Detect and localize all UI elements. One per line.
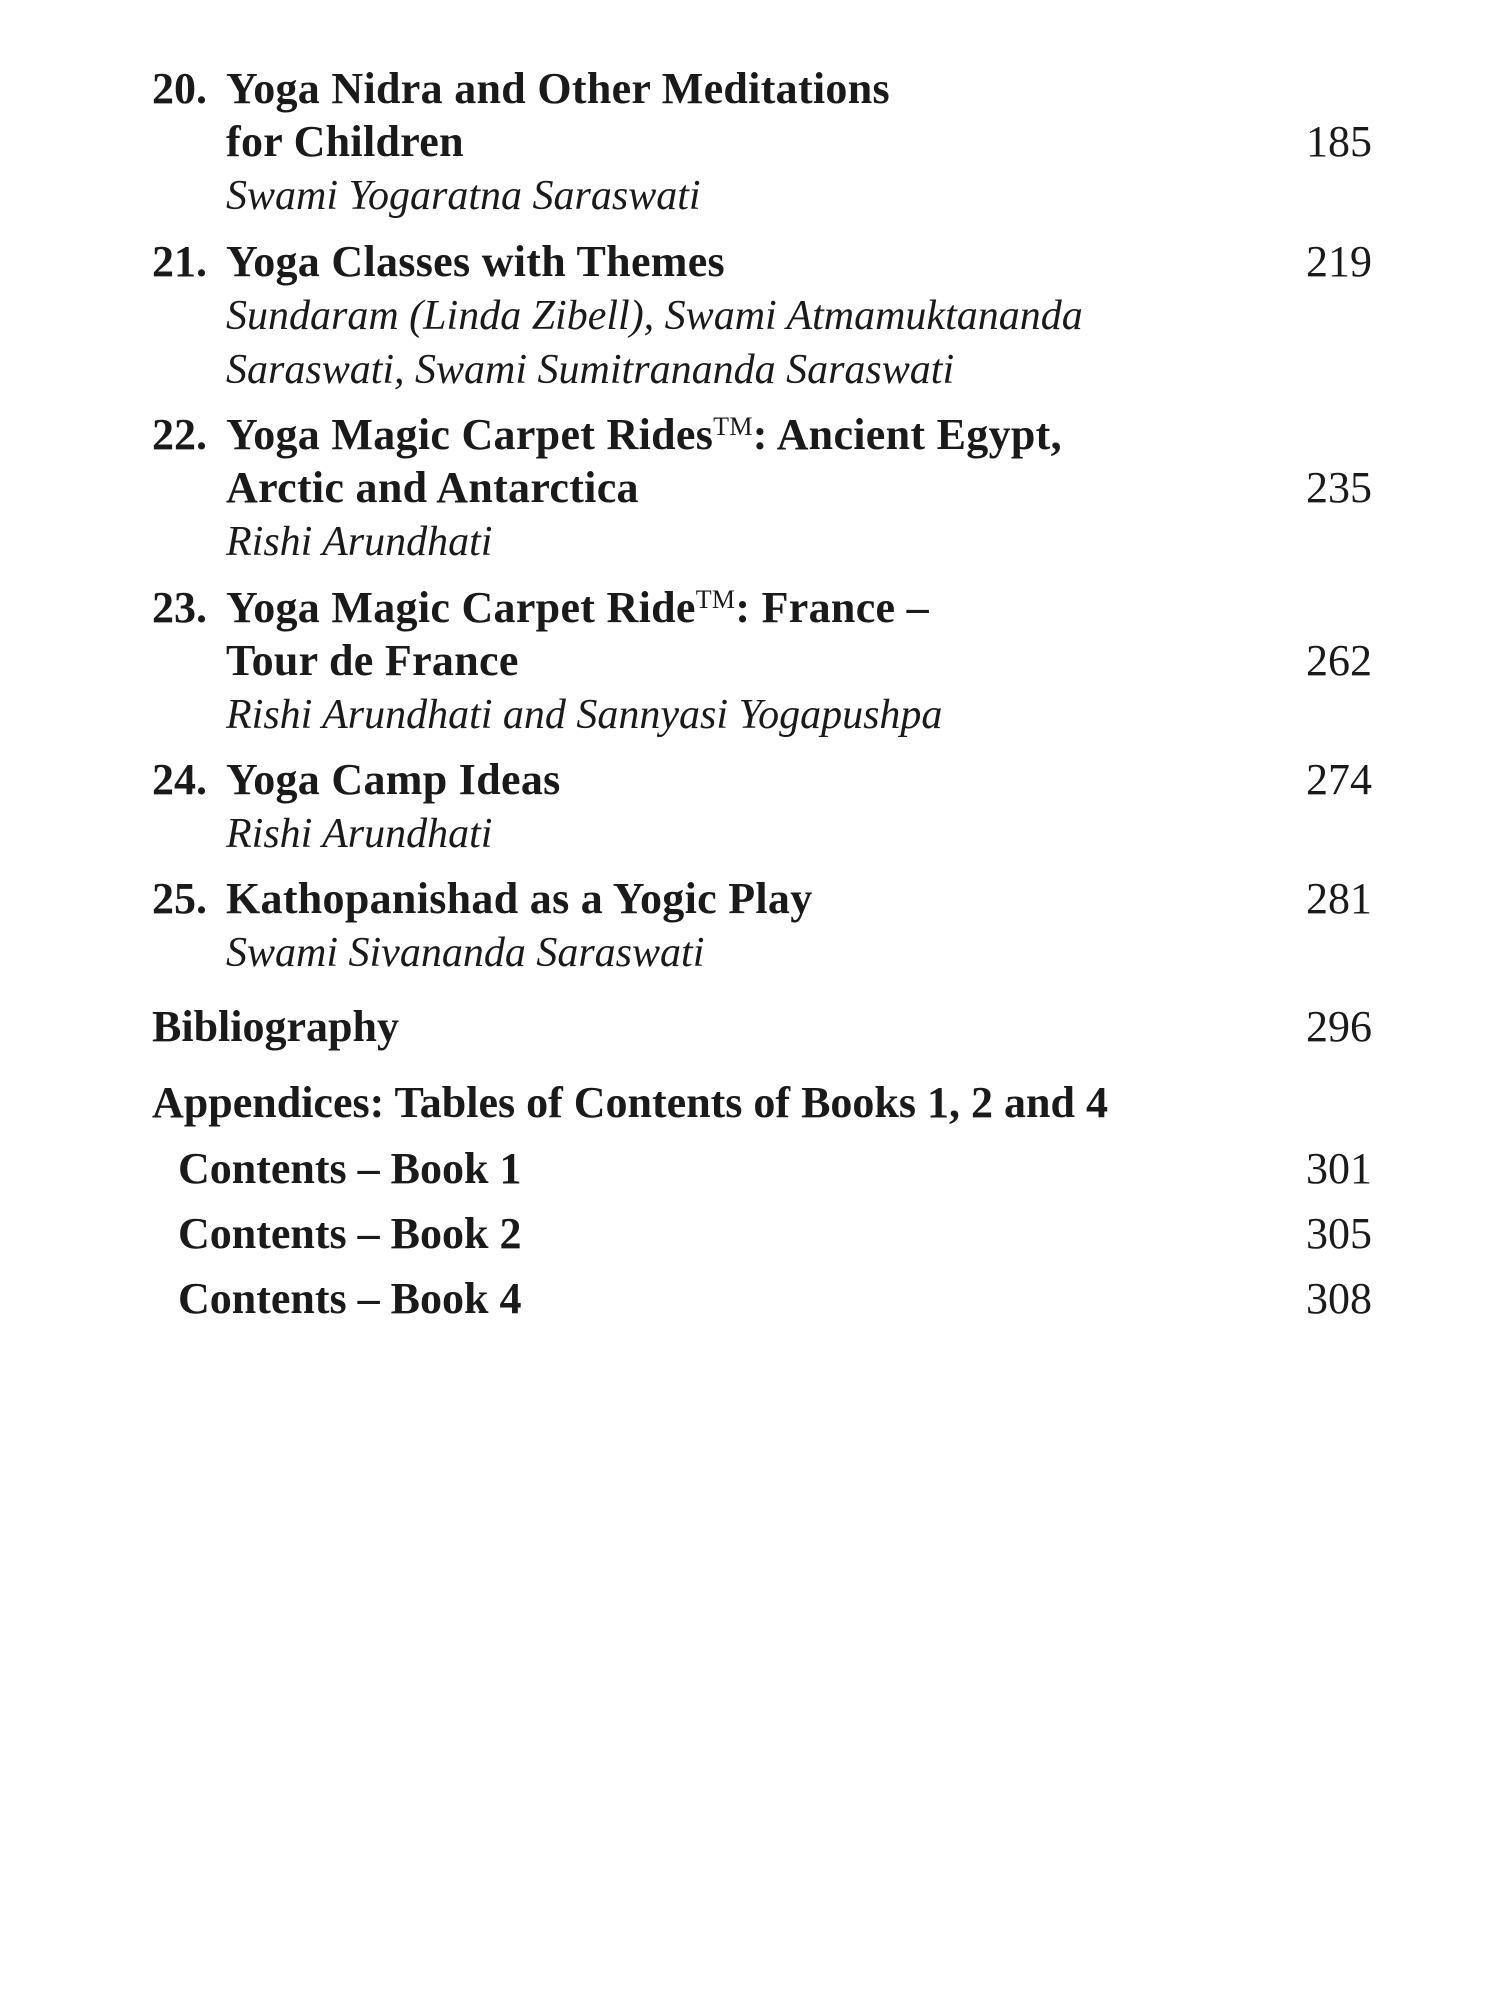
entry-number: 20. [152, 64, 207, 113]
entry-number: 25. [152, 874, 207, 923]
entry-number: 24. [152, 755, 207, 804]
entry-title-part: : Ancient Egypt, [752, 410, 1062, 459]
entry-author: Rishi Arundhati [226, 519, 493, 565]
entry-page-number: 219 [1306, 237, 1372, 286]
toc-entry-title-row [0, 634, 1500, 688]
entry-title-part: : France – [735, 583, 929, 632]
toc-entry-author-row [0, 290, 1500, 344]
toc-entry-author-row [0, 808, 1500, 862]
toc-entry-title-row [0, 62, 1500, 116]
entry-title-continued: Arctic and Antarctica [226, 463, 639, 512]
appendix-item-label: Contents – Book 4 [178, 1274, 522, 1323]
entry-author: Swami Yogaratna Saraswati [226, 173, 701, 219]
toc-entry-author-row [0, 927, 1500, 981]
toc-entry-title-row [0, 581, 1500, 635]
entry-title: Yoga Classes with Themes [226, 237, 725, 286]
toc-entry-author-row [0, 170, 1500, 224]
entry-title-continued: Tour de France [226, 636, 519, 685]
toc-entry-title-row [0, 872, 1500, 926]
entry-author-continued: Saraswati, Swami Sumitrananda Saraswati [226, 347, 955, 393]
toc-appendix-item [0, 1207, 1500, 1261]
entry-page-number: 235 [1306, 463, 1372, 512]
appendix-item-label: Contents – Book 1 [178, 1144, 522, 1193]
trademark-mark: TM [713, 412, 753, 441]
entry-page-number: 308 [1306, 1274, 1372, 1323]
entry-author: Rishi Arundhati [226, 811, 493, 857]
appendix-item-label: Contents – Book 2 [178, 1209, 522, 1258]
entry-title: Yoga Camp Ideas [226, 755, 561, 804]
toc-entry-title-row [0, 115, 1500, 169]
entry-author: Sundaram (Linda Zibell), Swami Atmamuktananda [226, 293, 1083, 339]
toc-entry-title-row [0, 753, 1500, 807]
entry-page-number: 305 [1306, 1209, 1372, 1258]
toc-entry-title-row [0, 235, 1500, 289]
entry-title [226, 581, 929, 635]
entry-page-number: 281 [1306, 874, 1372, 923]
toc-entry-title-row [0, 408, 1500, 462]
entry-page-number: 262 [1306, 636, 1372, 685]
entry-page-number: 274 [1306, 755, 1372, 804]
toc-appendices-heading [0, 1076, 1500, 1130]
entry-page-number: 296 [1306, 1002, 1372, 1051]
entry-title: Yoga Nidra and Other Meditations [226, 64, 890, 113]
toc-bibliography [0, 1000, 1500, 1054]
entry-number: 22. [152, 410, 207, 459]
entry-title-part: Yoga Magic Carpet Rides [226, 410, 714, 459]
toc-entry-title-row [0, 461, 1500, 515]
toc-appendix-item [0, 1272, 1500, 1326]
entry-author: Swami Sivananda Saraswati [226, 930, 705, 976]
trademark-mark: TM [695, 585, 736, 614]
entry-title: Kathopanishad as a Yogic Play [226, 874, 813, 923]
toc-entry-author-row [0, 689, 1500, 743]
entry-title [226, 408, 1062, 462]
toc-entry-author-row [0, 516, 1500, 570]
entry-page-number: 185 [1306, 117, 1372, 166]
toc-entry-author-row [0, 344, 1500, 398]
bibliography-label: Bibliography [152, 1002, 399, 1051]
entry-number: 21. [152, 237, 207, 286]
entry-title-part: Yoga Magic Carpet Ride [226, 583, 696, 632]
entry-number: 23. [152, 583, 207, 632]
toc-appendix-item [0, 1142, 1500, 1196]
entry-author: Rishi Arundhati and Sannyasi Yogapushpa [226, 692, 943, 738]
appendices-heading: Appendices: Tables of Contents of Books 1, 2 and 4 [152, 1078, 1108, 1127]
entry-title-continued: for Children [226, 117, 464, 166]
entry-page-number: 301 [1306, 1144, 1372, 1193]
